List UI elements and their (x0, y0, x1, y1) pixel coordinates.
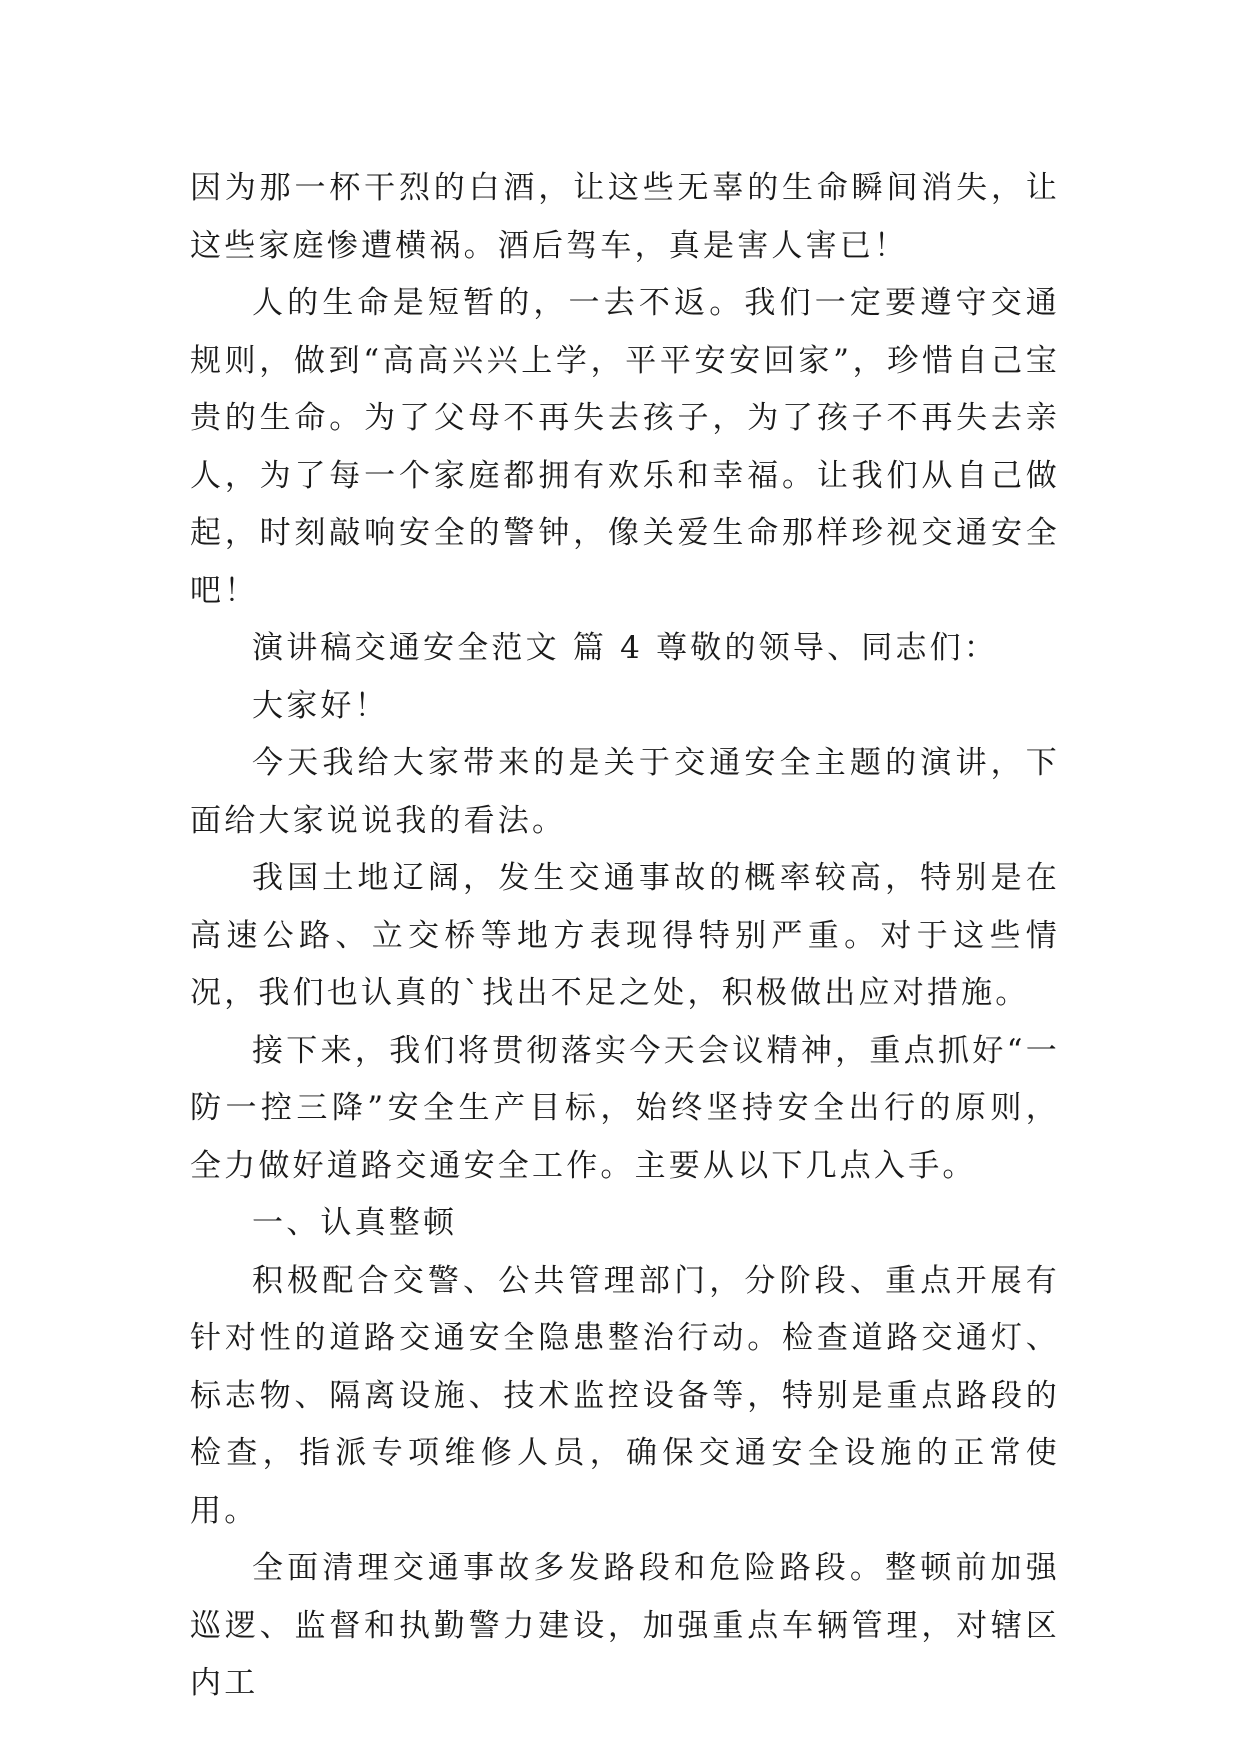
paragraph-7: 接下来，我们将贯彻落实今天会议精神，重点抓好“一防一控三降”安全生产目标，始终坚持安全出行的原则，全力做好道路交通安全工作。主要从以下几点入手。 (190, 1032, 1060, 1184)
paragraph-1: 因为那一杯干烈的白酒，让这些无辜的生命瞬间消失，让这些家庭惨遭横祸。酒后驾车，真是害人害已！ (190, 170, 1060, 264)
paragraph-3: 演讲稿交通安全范文 篇 4 尊敬的领导、同志们： (252, 630, 999, 666)
paragraph-8: 积极配合交警、公共管理部门，分阶段、重点开展有针对性的道路交通安全隐患整治行动。检查道路交通灯、标志物、隔离设施、技术监控设备等，特别是重点路段的检查，指派专项维修人员，确保交通安全设施的正常使用。 (190, 1262, 1060, 1529)
paragraph-5: 今天我给大家带来的是关于交通安全主题的演讲，下面给大家说说我的看法。 (190, 745, 1060, 839)
paragraph-9: 全面清理交通事故多发路段和危险路段。整顿前加强巡逻、监督和执勤警力建设，加强重点车辆管理，对辖区内工 (190, 1550, 1060, 1701)
paragraph-2: 人的生命是短暂的，一去不返。我们一定要遵守交通规则，做到“高高兴兴上学，平平安安回家”，珍惜自己宝贵的生命。为了父母不再失去孩子，为了孩子不再失去亲人，为了每一个家庭都拥有欢乐和幸福。让我们从自己做起，时刻敲响安全的警钟，像关爱生命那样珍视交通安全吧！ (190, 285, 1060, 609)
paragraph-6: 我国土地辽阔，发生交通事故的概率较高，特别是在高速公路、立交桥等地方表现得特别严重。对于这些情况，我们也认真的`找出不足之处，积极做出应对措施。 (190, 860, 1060, 1011)
document-body (190, 160, 1060, 1713)
paragraph-4: 大家好！ (252, 687, 389, 724)
section-heading: 一、认真整顿 (252, 1205, 458, 1241)
